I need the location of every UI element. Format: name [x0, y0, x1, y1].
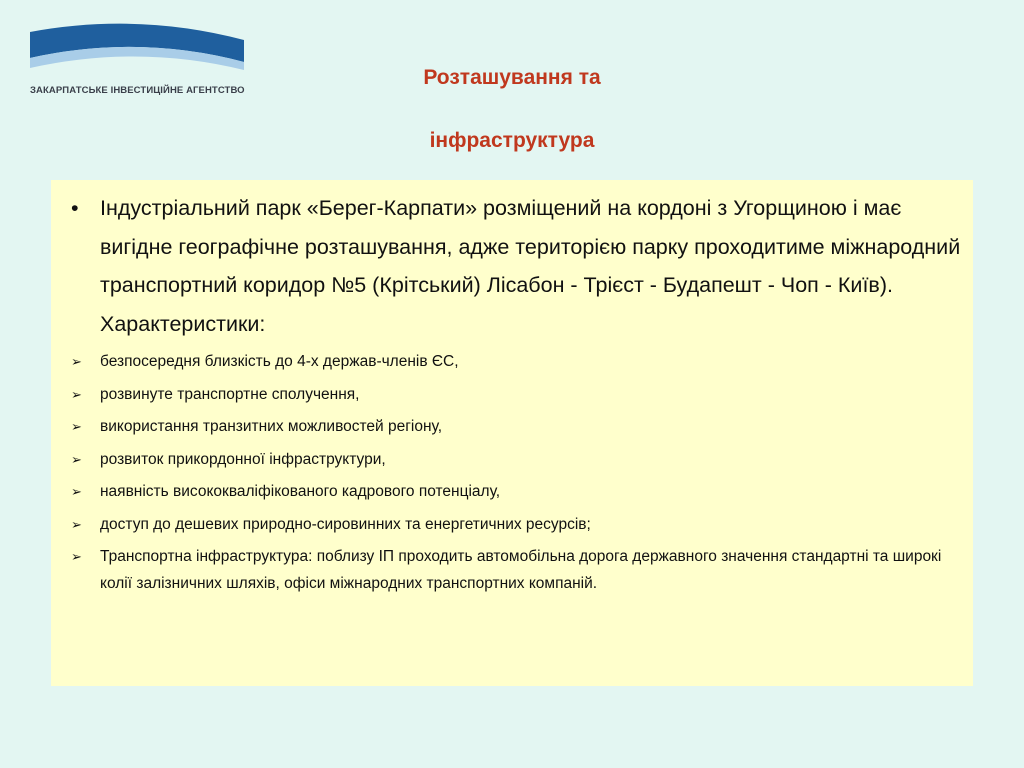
- bullet-icon: •: [71, 196, 79, 220]
- arrow-bullet-icon: ➢: [71, 354, 82, 369]
- main-bullet-text: Індустріальний парк «Берег-Карпати» розміщений на кордоні з Угорщиною і має вигідне географічне розташування, адже територією парку проходитиме міжнародний транспортний коридор №5 (Крітський) Лісабон - Трієст - Будапешт - Чоп - Київ). Характеристики:: [100, 196, 961, 336]
- page-title-line1: Розташування та: [423, 66, 601, 89]
- arrow-bullet-icon: ➢: [71, 484, 82, 499]
- list-item: [63, 446, 961, 473]
- list-item-text: розвинуте транспортне сполучення,: [100, 385, 360, 403]
- list-item: [63, 478, 961, 505]
- list-item: [63, 511, 961, 538]
- list-item-text: безпосередня близкість до 4-х держав-членів ЄС,: [100, 353, 459, 370]
- characteristics-list: [63, 348, 961, 597]
- list-item: [63, 413, 961, 440]
- list-item: [63, 543, 961, 597]
- page-title-line2: інфраструктура: [429, 129, 595, 152]
- list-item-text: використання транзитних можливостей регіону,: [100, 418, 443, 435]
- arrow-bullet-icon: ➢: [71, 549, 82, 564]
- arrow-bullet-icon: ➢: [71, 516, 82, 532]
- arrow-bullet-icon: ➢: [71, 386, 82, 402]
- list-item-text: доступ до дешевих природно-сировинних та енергетичних ресурсів;: [100, 515, 591, 533]
- list-item-text: наявність висококваліфікованого кадрового потенціалу,: [100, 483, 501, 500]
- list-item: [63, 381, 961, 408]
- logo-org-name: ЗАКАРПАТСЬКЕ ІНВЕСТИЦІЙНЕ АГЕНТСТВО: [30, 85, 245, 96]
- list-item: [63, 348, 961, 375]
- arrow-bullet-icon: ➢: [71, 451, 82, 467]
- list-item-text: розвиток прикордонної інфраструктури,: [100, 450, 386, 468]
- arrow-bullet-icon: ➢: [71, 419, 82, 434]
- list-item-text: Транспортна інфраструктура: поблизу ІП проходить автомобільна дорога державного значення стандартні та широкі колії залізничних шляхів, офіси міжнародних транспортних компаній.: [100, 548, 942, 592]
- content-panel: [51, 180, 973, 686]
- main-bullet-item: [63, 189, 961, 343]
